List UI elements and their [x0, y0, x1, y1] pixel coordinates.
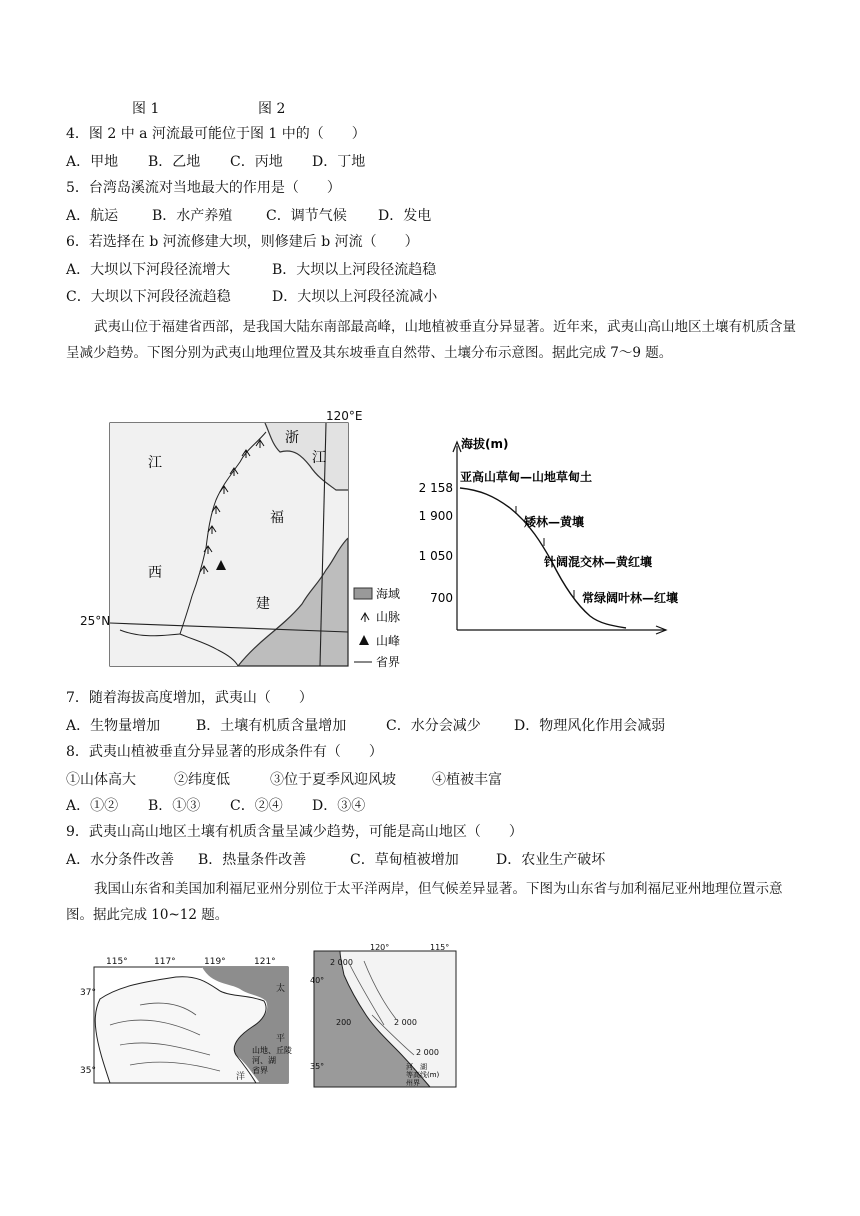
option-a[interactable]: A．大坝以下河段径流增大 — [66, 262, 231, 278]
svg-text:矮林—黄壤: 矮林—黄壤 — [524, 515, 585, 529]
label-fu: 福 — [270, 510, 284, 526]
label-jiang: 江 — [148, 455, 162, 471]
option-a[interactable]: A．航运 — [66, 208, 119, 224]
wuyishan-location-map — [80, 409, 420, 682]
lon-117: 117° — [154, 957, 176, 967]
svg-text:山脉: 山脉 — [376, 610, 401, 624]
svg-text:省界: 省界 — [376, 655, 401, 669]
label-zhe: 浙 — [285, 430, 299, 446]
question-4-options — [66, 152, 365, 172]
option-d[interactable]: D．丁地 — [312, 154, 366, 170]
option-b[interactable]: B．热量条件改善 — [198, 852, 307, 868]
option-a[interactable]: A．①② — [66, 798, 119, 814]
svg-text:山地、丘陵: 山地、丘陵 — [252, 1046, 292, 1055]
option-b[interactable]: B．大坝以上河段径流趋稳 — [272, 262, 437, 278]
question-7-stem: 7．随着海拔高度增加，武夷山（ ） — [66, 690, 313, 706]
option-d[interactable]: D．③④ — [312, 798, 366, 814]
passage-wuyishan: 武夷山位于福建省西部，是我国大陆东南部最高峰，山地植被垂直分异显著。近年来，武夷山高山地区土壤有机质含量呈减少趋势。下图分别为武夷山地理位置及其东坡垂直自然带、土壤分布示意图。据此完成 7～9 题。 — [66, 319, 796, 361]
svg-text:太: 太 — [276, 984, 286, 994]
y-axis-title: 海拔(m) — [461, 437, 509, 451]
question-6-options-row2 — [66, 287, 437, 307]
california-map — [310, 945, 460, 1090]
lon-115: 115° — [430, 943, 450, 952]
question-7-options — [66, 716, 665, 736]
lat-37: 37° — [80, 988, 96, 998]
lon-121: 121° — [254, 957, 276, 967]
question-8-stem: 8．武夷山植被垂直分异显著的形成条件有（ ） — [66, 744, 383, 760]
lon-115: 115° — [106, 957, 128, 967]
shandong-map — [80, 955, 302, 1087]
option-a[interactable]: A．生物量增加 — [66, 718, 161, 734]
question-8-options — [66, 796, 365, 816]
lat-35: 35° — [80, 1066, 96, 1076]
option-c[interactable]: C．②④ — [230, 798, 283, 814]
svg-text:洋: 洋 — [236, 1072, 246, 1082]
svg-text:2 000: 2 000 — [394, 1018, 417, 1027]
question-5-stem: 5．台湾岛溪流对当地最大的作用是（ ） — [66, 180, 341, 196]
svg-text:200: 200 — [336, 1018, 352, 1027]
svg-text:河、湖: 河、湖 — [252, 1056, 276, 1065]
option-c[interactable]: C．水分会减少 — [386, 718, 481, 734]
option-d[interactable]: D．大坝以上河段径流减小 — [272, 289, 438, 305]
option-c[interactable]: C．调节气候 — [266, 208, 347, 224]
svg-text:省界: 省界 — [252, 1066, 268, 1075]
option-c[interactable]: C．大坝以下河段径流趋稳 — [66, 289, 231, 305]
svg-text:等高线(m): 等高线(m) — [406, 1071, 440, 1079]
question-8-conditions: ①山体高大 ②纬度低 ③位于夏季风迎风坡 ④植被丰富 — [66, 772, 502, 788]
question-4-stem: 4．图 2 中 a 河流最可能位于图 1 中的（ ） — [66, 126, 366, 142]
lat-40: 40° — [310, 976, 325, 985]
question-5-options — [66, 206, 431, 226]
lat-35: 35° — [310, 1062, 325, 1071]
label-xi: 西 — [148, 565, 162, 581]
question-9-stem: 9．武夷山高山地区土壤有机质含量呈减少趋势，可能是高山地区（ ） — [66, 824, 523, 840]
svg-text:常绿阔叶林—红壤: 常绿阔叶林—红壤 — [582, 591, 679, 605]
svg-text:2 000: 2 000 — [330, 958, 353, 967]
y-axis-ticks — [419, 481, 453, 605]
vertical-zone-labels — [460, 469, 678, 605]
option-d[interactable]: D．发电 — [378, 208, 432, 224]
figure-1-caption: 图 1 — [132, 101, 160, 117]
svg-text:山峰: 山峰 — [376, 634, 401, 648]
svg-text:700: 700 — [430, 591, 453, 605]
passage-shandong-california: 我国山东省和美国加利福尼亚州分别位于太平洋两岸，但气候差异显著。下图为山东省与加利福尼亚州地理位置示意图。据此完成 10~12 题。 — [66, 881, 783, 923]
option-d[interactable]: D．农业生产破坏 — [496, 852, 606, 868]
label-jiang-zj: 江 — [312, 450, 326, 466]
option-b[interactable]: B．水产养殖 — [152, 208, 233, 224]
svg-text:河、湖: 河、湖 — [406, 1063, 427, 1071]
svg-text:亚高山草甸—山地草甸土: 亚高山草甸—山地草甸土 — [460, 470, 593, 484]
question-6-options-row1 — [66, 260, 436, 280]
option-d[interactable]: D．物理风化作用会减弱 — [514, 718, 666, 734]
svg-text:州界: 州界 — [406, 1079, 420, 1087]
lat-25n-label: 25°N — [80, 614, 111, 628]
svg-text:海域: 海域 — [376, 587, 401, 601]
svg-text:1 900: 1 900 — [418, 509, 453, 523]
label-jian: 建 — [256, 596, 270, 612]
option-b[interactable]: B．乙地 — [148, 154, 201, 170]
lon-120e-label: 120°E — [326, 409, 363, 423]
figure-2-caption: 图 2 — [258, 101, 286, 117]
svg-text:2 158: 2 158 — [418, 481, 453, 495]
option-c[interactable]: C．丙地 — [230, 154, 283, 170]
elevation-profile-diagram — [418, 434, 679, 640]
option-c[interactable]: C．草甸植被增加 — [350, 852, 459, 868]
map-legend — [354, 586, 400, 669]
svg-text:2 000: 2 000 — [416, 1048, 439, 1057]
lon-120: 120° — [370, 943, 390, 952]
svg-text:针阔混交林—黄红壤: 针阔混交林—黄红壤 — [544, 555, 653, 569]
lon-119: 119° — [204, 957, 226, 967]
svg-text:1 050: 1 050 — [418, 549, 453, 563]
question-6-stem: 6．若选择在 b 河流修建大坝，则修建后 b 河流（ ） — [66, 234, 419, 250]
option-b[interactable]: B．土壤有机质含量增加 — [196, 718, 347, 734]
svg-text:平: 平 — [276, 1034, 286, 1044]
option-b[interactable]: B．①③ — [148, 798, 201, 814]
option-a[interactable]: A．甲地 — [66, 154, 119, 170]
option-a[interactable]: A．水分条件改善 — [66, 852, 175, 868]
question-9-options — [66, 850, 605, 870]
